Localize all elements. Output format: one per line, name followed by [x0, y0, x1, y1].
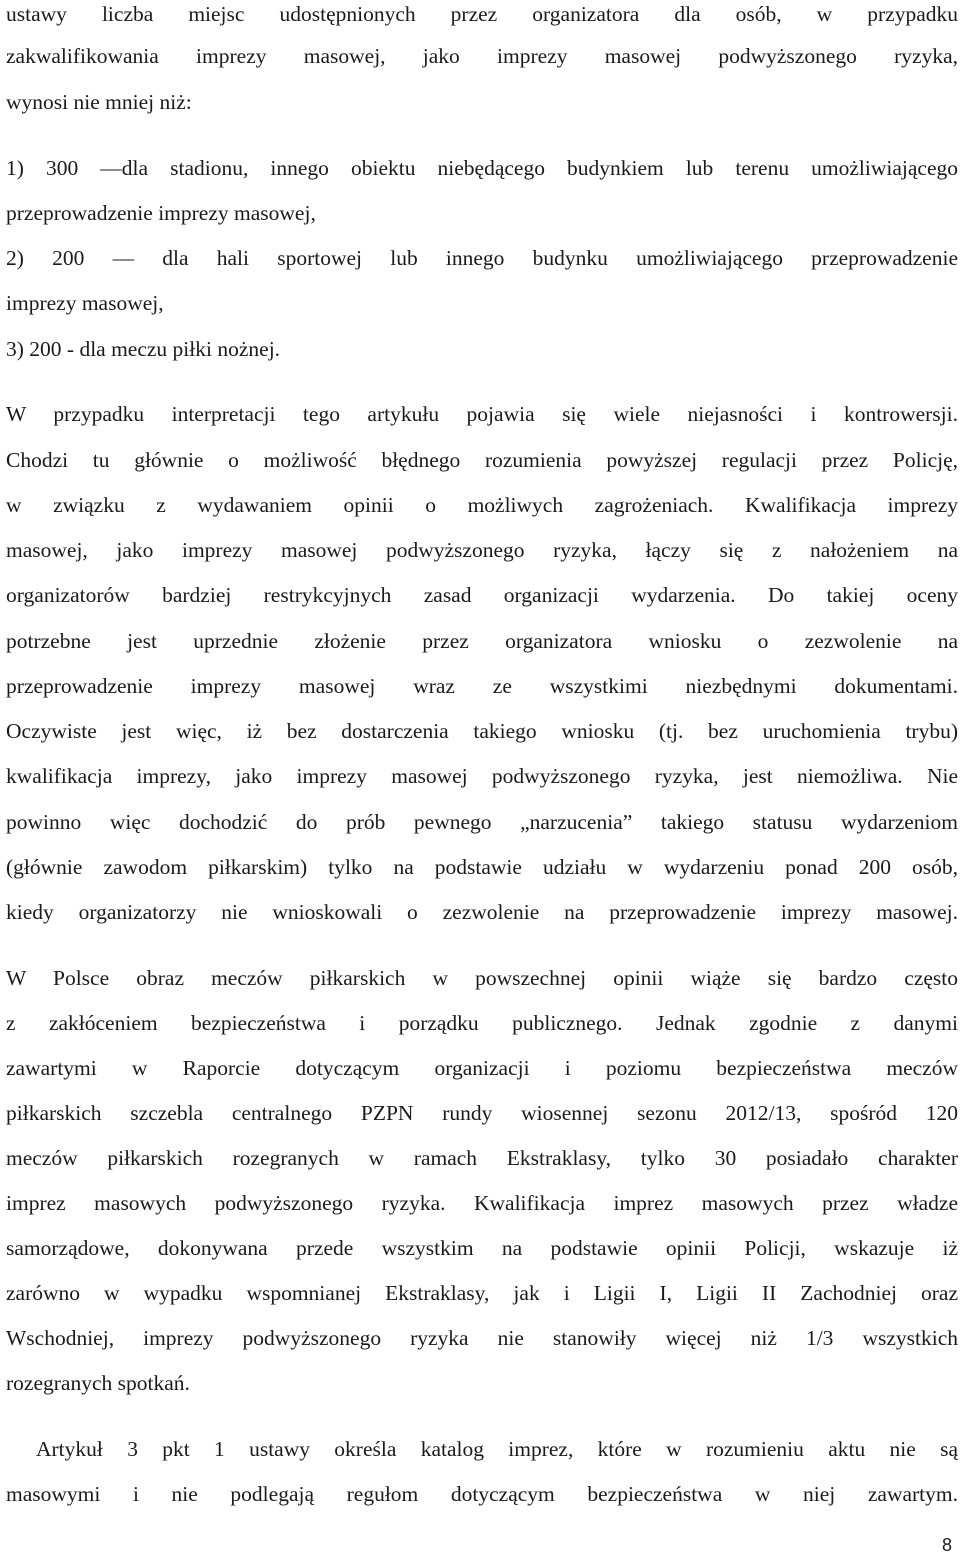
list-item: przeprowadzenie imprezy masowej,	[6, 201, 316, 225]
paragraph-line: (głównie zawodom piłkarskim) tylko na podstawie udziału w wydarzeniu ponad 200 osób,	[6, 855, 958, 879]
paragraph-line: samorządowe, dokonywana przede wszystkim na podstawie opinii Policji, wskazuje iż	[6, 1236, 958, 1260]
paragraph-line: z zakłóceniem bezpieczeństwa i porządku publicznego. Jednak zgodnie z danymi	[6, 1011, 958, 1035]
text-line: wynosi nie mniej niż:	[6, 90, 192, 114]
paragraph-line: zawartymi w Raporcie dotyczącym organizacji i poziomu bezpieczeństwa meczów	[6, 1056, 958, 1080]
paragraph-line: Oczywiste jest więc, iż bez dostarczenia takiego wniosku (tj. bez uruchomienia trybu)	[6, 719, 958, 743]
paragraph-line: masowej, jako imprezy masowej podwyższonego ryzyka, łączy się z nałożeniem na	[6, 538, 958, 562]
paragraph-line: kiedy organizatorzy nie wnioskowali o zezwolenie na przeprowadzenie imprezy masowej.	[6, 900, 958, 924]
paragraph-line: organizatorów bardziej restrykcyjnych zasad organizacji wydarzenia. Do takiej oceny	[6, 583, 958, 607]
paragraph-line: meczów piłkarskich rozegranych w ramach Ekstraklasy, tylko 30 posiadało charakter	[6, 1146, 958, 1170]
page-number: 8	[941, 1535, 952, 1555]
list-item: imprezy masowej,	[6, 291, 164, 315]
paragraph-line: przeprowadzenie imprezy masowej wraz ze wszystkimi niezbędnymi dokumentami.	[6, 674, 958, 698]
paragraph-line: powinno więc dochodzić do prób pewnego „narzucenia” takiego statusu wydarzeniom	[6, 810, 958, 834]
text-line: ustawy liczba miejsc udostępnionych przez organizatora dla osób, w przypadku	[6, 2, 958, 26]
paragraph-line: masowymi i nie podlegają regułom dotyczącym bezpieczeństwa w niej zawartym.	[6, 1482, 958, 1506]
paragraph-line: Chodzi tu głównie o możliwość błędnego rozumienia powyższej regulacji przez Policję,	[6, 448, 958, 472]
paragraph-line: potrzebne jest uprzednie złożenie przez organizatora wniosku o zezwolenie na	[6, 629, 958, 653]
paragraph-line: imprez masowych podwyższonego ryzyka. Kwalifikacja imprez masowych przez władze	[6, 1191, 958, 1215]
list-item: 1) 300 —dla stadionu, innego obiektu niebędącego budynkiem lub terenu umożliwiającego	[6, 156, 958, 180]
paragraph-line: Artykuł 3 pkt 1 ustawy określa katalog imprez, które w rozumieniu aktu nie są	[36, 1437, 958, 1461]
paragraph-line: w związku z wydawaniem opinii o możliwych zagrożeniach. Kwalifikacja imprezy	[6, 493, 958, 517]
paragraph-line: zarówno w wypadku wspomnianej Ekstraklasy, jak i Ligii I, Ligii II Zachodniej oraz	[6, 1281, 958, 1305]
paragraph-line: piłkarskich szczebla centralnego PZPN rundy wiosennej sezonu 2012/13, spośród 120	[6, 1101, 958, 1125]
paragraph-line: rozegranych spotkań.	[6, 1371, 190, 1395]
text-line: zakwalifikowania imprezy masowej, jako imprezy masowej podwyższonego ryzyka,	[6, 44, 958, 68]
paragraph-line: W przypadku interpretacji tego artykułu pojawia się wiele niejasności i kontrowersji.	[6, 402, 958, 426]
paragraph-line: W Polsce obraz meczów piłkarskich w powszechnej opinii wiąże się bardzo często	[6, 966, 958, 990]
paragraph-line: kwalifikacja imprezy, jako imprezy masowej podwyższonego ryzyka, jest niemożliwa. Nie	[6, 764, 958, 788]
list-item: 3) 200 - dla meczu piłki nożnej.	[6, 337, 281, 361]
paragraph-line: Wschodniej, imprezy podwyższonego ryzyka nie stanowiły więcej niż 1/3 wszystkich	[6, 1326, 958, 1350]
list-item: 2) 200 — dla hali sportowej lub innego budynku umożliwiającego przeprowadzenie	[6, 246, 958, 270]
